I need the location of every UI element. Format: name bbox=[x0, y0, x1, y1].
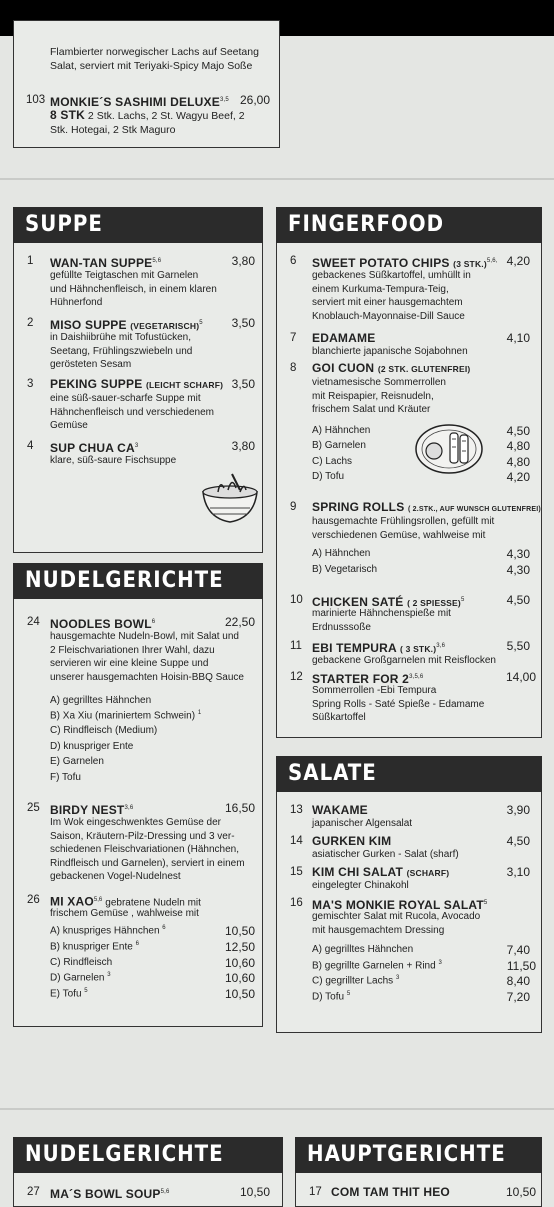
option: C) Lachs bbox=[312, 456, 353, 467]
item-desc: japanischer Algensalat bbox=[312, 818, 413, 829]
item-price: 3,80 bbox=[231, 254, 255, 268]
item-price: 4,20 bbox=[506, 254, 530, 268]
item-num: 1 bbox=[27, 255, 34, 267]
divider bbox=[0, 1108, 554, 1110]
item-title: NOODLES BOWL$^6$ bbox=[50, 617, 156, 631]
item-title: COM TAM THIT HEO bbox=[331, 1185, 450, 1199]
item-title: GOI CUON (2 STK. GLUTENFREI) bbox=[312, 361, 471, 375]
item-title: SWEET POTATO CHIPS (3 STK.)$^{5,6,}$ bbox=[312, 256, 498, 270]
spring-roll-plate-icon bbox=[414, 423, 484, 475]
item-num: 16 bbox=[290, 897, 303, 909]
item-num: 10 bbox=[290, 594, 303, 606]
item-title: GURKEN KIM bbox=[312, 834, 392, 848]
item-num: 24 bbox=[27, 616, 40, 628]
item-num: 12 bbox=[290, 671, 303, 683]
item-desc: eingelegter Chinakohl bbox=[312, 880, 409, 891]
item-title: MA´S BOWL SOUP$^{5,6}$ bbox=[50, 1187, 170, 1201]
item-price: 3,80 bbox=[231, 439, 255, 453]
item-desc: vietnamesische Sommerrollen mit Reispapier, Reisnudeln, frischem Salat und Kräuter bbox=[312, 377, 446, 415]
option: B) gegrillte Garnelen + Rind $^3$ bbox=[312, 960, 442, 972]
item-price: 3,50 bbox=[231, 316, 255, 330]
item-price: 3,90 bbox=[506, 803, 530, 817]
item-title: EBI TEMPURA ( 3 STK.)$^{3,6}$ bbox=[312, 641, 446, 655]
item-price: 4,50 bbox=[506, 593, 530, 607]
item-desc: marinierte Hähnchenspieße mit Erdnusssoße bbox=[312, 608, 451, 633]
item-price: 10,50 bbox=[239, 1185, 270, 1199]
item-price: 22,50 bbox=[224, 615, 255, 629]
item-num: 17 bbox=[309, 1186, 322, 1198]
item-num: 25 bbox=[27, 802, 40, 814]
item-num: 9 bbox=[290, 501, 297, 513]
item-price: 14,00 bbox=[505, 670, 536, 684]
item-num: 13 bbox=[290, 804, 303, 816]
suppe-header: SUPPE bbox=[13, 207, 263, 243]
option-price: 7,20 bbox=[506, 990, 530, 1004]
option: A) knuspriges Hähnchen $^6$ bbox=[50, 925, 166, 937]
option: A) Hähnchen bbox=[312, 548, 371, 559]
item-desc: gebackene Großgarnelen mit Reisflocken bbox=[312, 655, 496, 666]
option-price: 12,50 bbox=[224, 940, 255, 954]
option: B) Vegetarisch bbox=[312, 564, 378, 575]
item-title: STARTER FOR 2$^{3,5,6}$ bbox=[312, 672, 424, 686]
item-price: 16,50 bbox=[224, 801, 255, 815]
nudel-header-2: NUDELGERICHTE bbox=[13, 1137, 283, 1173]
option-price: 11,50 bbox=[506, 959, 536, 973]
item-num: 4 bbox=[27, 440, 34, 452]
item-num: 15 bbox=[290, 866, 303, 878]
item-num: 8 bbox=[290, 362, 297, 374]
item-title: PEKING SUPPE (LEICHT SCHARF) bbox=[50, 377, 224, 391]
item-103-title: MONKIE´S SASHIMI DELUXE$^{3,5}$ bbox=[50, 95, 229, 109]
salate-header: SALATE bbox=[276, 756, 542, 792]
item-title: SUP CHUA $CA^3$ bbox=[50, 441, 139, 455]
divider bbox=[0, 178, 554, 180]
item-num: 7 bbox=[290, 332, 297, 344]
item-title: KIM CHI SALAT (SCHARF) bbox=[312, 865, 450, 879]
item-num: 3 bbox=[27, 378, 34, 390]
item-desc: blanchierte japanische Sojabohnen bbox=[312, 346, 468, 357]
item-title: SPRING ROLLS ( 2.STK., AUF WUNSCH GLUTENFREI) bbox=[312, 500, 541, 514]
item-desc: in Daishiibrühe mit Tofustücken, Seetang, Frühlingszwiebeln und gerösteten Sesam bbox=[50, 332, 193, 370]
item-num: 11 bbox=[290, 640, 302, 652]
option: E) Garnelen bbox=[50, 756, 104, 767]
option: C) gegrillter Lachs $^3$ bbox=[312, 975, 400, 987]
item-num: 14 bbox=[290, 835, 303, 847]
item-title: MISO SUPPE (VEGETARISCH)$^5$ bbox=[50, 318, 203, 332]
option-price: 4,80 bbox=[506, 439, 530, 453]
option-price: 10,60 bbox=[224, 956, 255, 970]
item-103-num: 103 bbox=[26, 94, 46, 106]
option: B) Xa Xiu (mariniertem Schwein) $^1$ bbox=[50, 710, 202, 722]
item-num: 27 bbox=[27, 1186, 40, 1198]
option: A) gegrilltes Hähnchen bbox=[50, 695, 152, 706]
item-price: 4,10 bbox=[506, 331, 530, 345]
item-num: 6 bbox=[290, 255, 297, 267]
item-desc: asiatischer Gurken - Salat (sharf) bbox=[312, 849, 459, 860]
option: E) Tofu $^5$ bbox=[50, 988, 88, 1000]
item-title: WAN-TAN SUPPE$^{5,6}$ bbox=[50, 256, 162, 270]
option: A) Hähnchen bbox=[312, 425, 371, 436]
option-price: 4,20 bbox=[506, 470, 530, 484]
item-price: 5,50 bbox=[506, 639, 530, 653]
item-desc: Sommerrollen -Ebi Tempura Spring Rolls - Saté Spieße - Edamame Süßkartoffel bbox=[312, 685, 485, 723]
item-desc: eine süß-sauer-scharfe Suppe mit Hähnchenfleisch und verschiedenem Gemüse bbox=[50, 393, 214, 431]
item-price: 4,50 bbox=[506, 834, 530, 848]
item-title: BIRDY NEST$^{3,6}$ bbox=[50, 803, 134, 817]
option: D) Tofu $^5$ bbox=[312, 991, 351, 1003]
fingerfood-header: FINGERFOOD bbox=[276, 207, 542, 243]
item-num: 2 bbox=[27, 317, 34, 329]
option: F) Tofu bbox=[50, 772, 81, 783]
item-desc: frischem Gemüse , wahlweise mit bbox=[50, 908, 199, 919]
item-price: 3,10 bbox=[506, 865, 530, 879]
option-price: 4,80 bbox=[506, 455, 530, 469]
option-price: 4,50 bbox=[506, 424, 530, 438]
option: B) Garnelen bbox=[312, 440, 366, 451]
option-price: 8,40 bbox=[506, 974, 530, 988]
option: C) Rindfleisch bbox=[50, 957, 113, 968]
option-price: 4,30 bbox=[506, 563, 530, 577]
item-desc: hausgemachte Nudeln-Bowl, mit Salat und 2 Fleischvariationen Ihrer Wahl, dazu servieren wir eine kleine Suppe und unserer hausgemachten Hoisin-BBQ Sauce bbox=[50, 631, 244, 683]
item-title: MI XAO$^{5,6}$ gebratene Nudeln mit bbox=[50, 894, 201, 909]
item-102-desc: Flambierter norwegischer Lachs auf Seetang Salat, serviert mit Teriyaki-Spicy Majo Soße bbox=[50, 46, 259, 72]
item-103-price: 26,00 bbox=[239, 93, 270, 107]
item-103-desc: 8 STK 2 Stk. Lachs, 2 St. Wagyu Beef, 2 Stk. Hotegai, 2 Stk Maguro bbox=[50, 108, 245, 136]
option: A) gegrilltes Hähnchen bbox=[312, 944, 414, 955]
item-title: EDAMAME bbox=[312, 331, 376, 345]
item-title: MA'S MONKIE ROYAL SALAT$^5$ bbox=[312, 898, 488, 912]
item-desc: Im Wok eingeschwenktes Gemüse der Saison, Kräutern-Pilz-Dressing und 3 ver- schiedenen Fleischvariationen (Hähnchen, Rindfleisch und Garnelen), serviert in einem gebackenen Vogel-Nudelnest bbox=[50, 817, 245, 882]
option-price: 10,60 bbox=[224, 971, 255, 985]
option: B) knuspriger Ente $^6$ bbox=[50, 941, 139, 953]
option: C) Rindfleisch (Medium) bbox=[50, 725, 158, 736]
option-price: 4,30 bbox=[506, 547, 530, 561]
soup-bowl-icon bbox=[198, 470, 262, 526]
item-desc: gebackenes Süßkartoffel, umhüllt in einem Kurkuma-Tempura-Teig, serviert mit einer hausgemachtem Knoblauch-Mayonnaise-Dill Sauce bbox=[312, 270, 471, 322]
option-price: 10,50 bbox=[224, 924, 255, 938]
option: D) Garnelen $^3$ bbox=[50, 972, 111, 984]
item-price: 10,50 bbox=[505, 1185, 536, 1199]
item-desc: gefüllte Teigtaschen mit Garnelen und Hähnchenfleisch, in einem klaren Hühnerfond bbox=[50, 270, 217, 308]
item-title: CHICKEN SATÉ ( 2 SPIESSE)$^5$ bbox=[312, 595, 465, 609]
option-price: 10,50 bbox=[224, 987, 255, 1001]
option-price: 7,40 bbox=[506, 943, 530, 957]
item-num: 26 bbox=[27, 894, 40, 906]
item-title: WAKAME bbox=[312, 803, 368, 817]
nudel-header: NUDELGERICHTE bbox=[13, 563, 263, 599]
haupt-header: HAUPTGERICHTE bbox=[295, 1137, 542, 1173]
item-desc: gemischter Salat mit Rucola, Avocado mit hausgemachtem Dressing bbox=[312, 911, 481, 936]
option: D) knuspriger Ente bbox=[50, 741, 134, 752]
item-price: 3,50 bbox=[231, 377, 255, 391]
option: D) Tofu bbox=[312, 471, 345, 482]
item-desc: klare, süß-saure Fischsuppe bbox=[50, 455, 177, 466]
item-desc: hausgemachte Frühlingsrollen, gefüllt mit verschiedenen Gemüse, wahlweise mit bbox=[312, 516, 495, 541]
